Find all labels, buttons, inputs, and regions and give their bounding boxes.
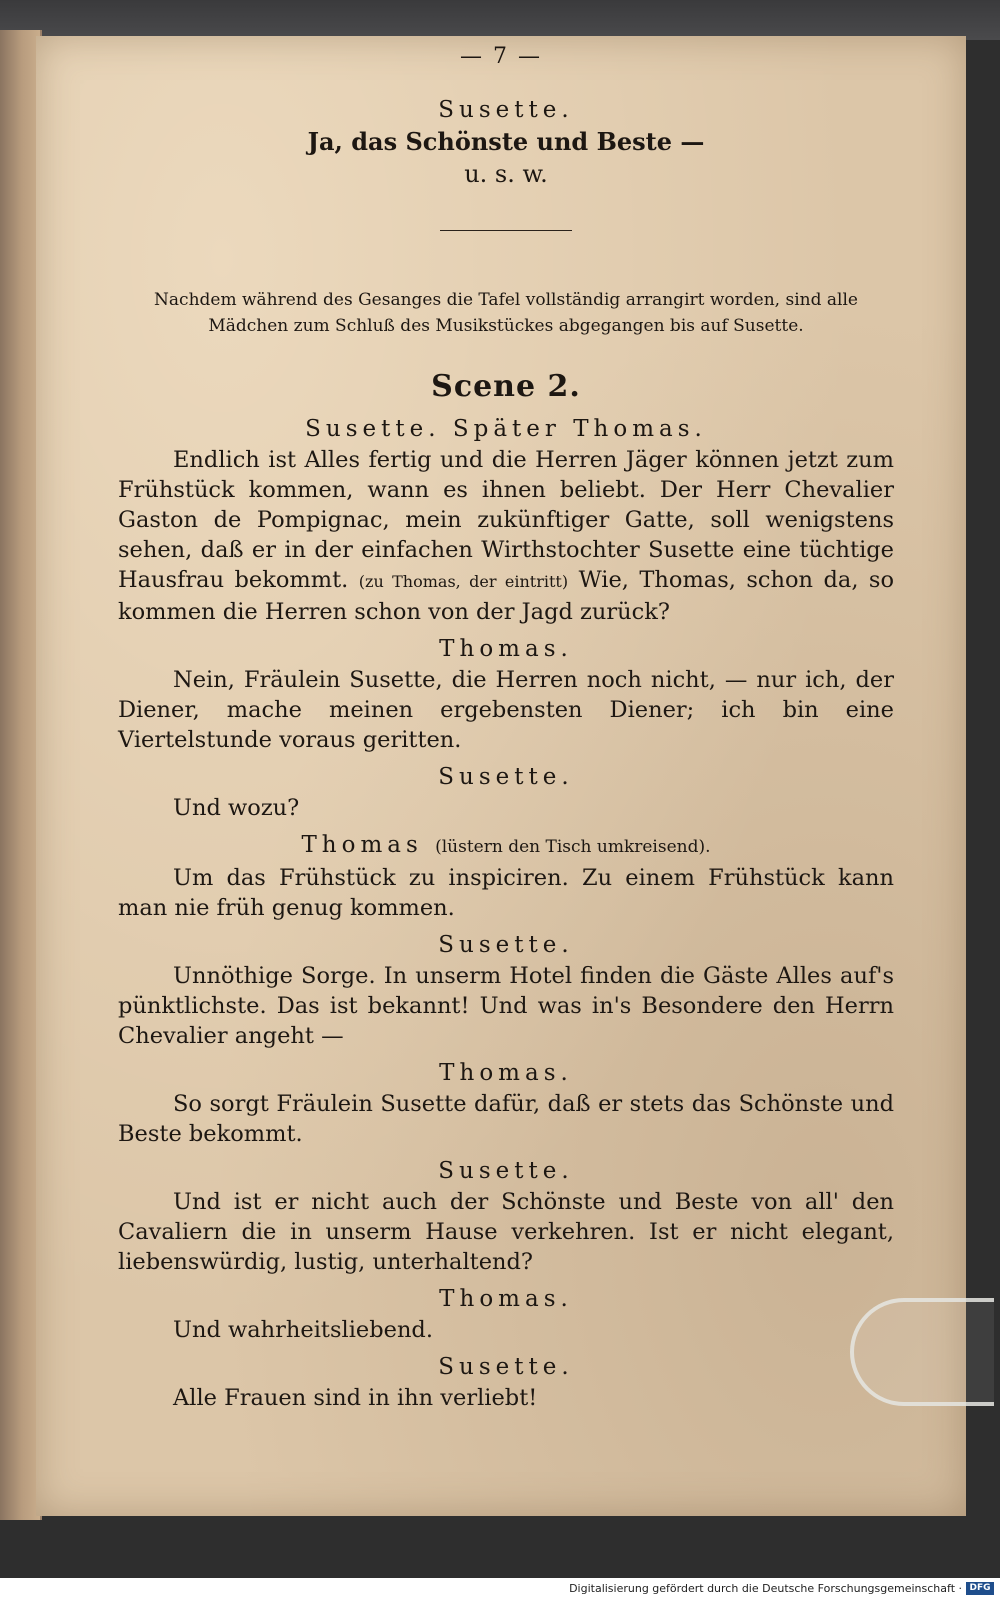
speaker-thomas: Thomas. — [439, 636, 573, 662]
page-content — [118, 94, 894, 1419]
speaker-susette: Susette. — [438, 932, 574, 958]
speaker-thomas-direction: Thomas (lüstern den Tisch umkreisend). — [301, 832, 711, 858]
footer-credit: Digitalisierung gefördert durch die Deutsche Forschungsgemeinschaft · — [569, 1582, 962, 1595]
verse-line: Ja, das Schönste und Beste — — [307, 127, 705, 156]
dialogue-line-1: Endlich ist Alles fertig und die Herren Jäger können jetzt zum Frühstück kommen, wann es ihnen beliebt. Der Herr Chevalier Gaston de Pompignac, mein zukünftiger Gatte, soll wenigstens sehen, daß er in der einfachen Wirthstochter Susette eine tüchtige Hausfrau bekommt. (zu Thomas, der eintritt) Wie, Thomas, schon da, so kommen die Herren schon von der Jagd zurück? — [118, 447, 895, 625]
dialogue-line-6: So sorgt Fräulein Susette dafür, daß er stets das Schönste und Beste bekommt. — [118, 1091, 894, 1147]
speaker-thomas: Thomas. — [439, 1286, 573, 1312]
dialogue-line-4: Um das Frühstück zu inspiciren. Zu einem Frühstück kann man nie früh genug kommen. — [118, 865, 894, 921]
speaker-thomas: Thomas. — [439, 1060, 573, 1086]
footer-bar — [0, 1578, 1000, 1600]
speaker-susette: Susette. — [438, 764, 574, 790]
dialogue-line-3: Und wozu? — [173, 795, 300, 821]
speaker-susette: Susette. — [438, 1354, 574, 1380]
dialogue-line-2: Nein, Fräulein Susette, die Herren noch nicht, — nur ich, der Diener, mache meinen ergebensten Diener; ich bin eine Viertelstunde voraus geritten. — [118, 667, 894, 753]
dialogue-line-7: Und ist er nicht auch der Schönste und Beste von all' den Cavaliern die in unserm Hause verkehren. Ist er nicht elegant, liebenswürdig, lustig, unterhaltend? — [118, 1189, 894, 1275]
dialogue-line-5: Unnöthige Sorge. In unserm Hotel finden die Gäste Alles auf's pünktlichste. Das ist bekannt! Und was in's Besondere den Herrn Chevalier angeht — — [118, 963, 894, 1049]
dfg-logo-icon: DFG — [966, 1582, 994, 1595]
speaker-susette: Susette. — [438, 1158, 574, 1184]
dialogue-line-9: Alle Frauen sind in ihn verliebt! — [173, 1385, 538, 1411]
stage-direction-inline: (zu Thomas, der eintritt) — [358, 572, 569, 591]
paper-clip — [850, 1298, 994, 1406]
speaker-susette: Susette. — [438, 97, 574, 123]
verse-etc: u. s. w. — [464, 160, 548, 188]
page-number: — 7 — — [460, 44, 542, 69]
dialogue-line-8: Und wahrheitsliebend. — [173, 1317, 433, 1343]
scene-cast: Susette. Später Thomas. — [305, 416, 707, 442]
scene-title: Scene 2. — [431, 369, 581, 404]
stage-direction: Nachdem während des Gesanges die Tafel vollständig arrangirt worden, sind alle Mädchen zum Schluß des Musikstückes abgegangen bis auf Susette. — [154, 290, 858, 336]
scanner-background — [0, 0, 1000, 40]
book-page — [36, 36, 966, 1516]
section-divider — [440, 230, 572, 231]
